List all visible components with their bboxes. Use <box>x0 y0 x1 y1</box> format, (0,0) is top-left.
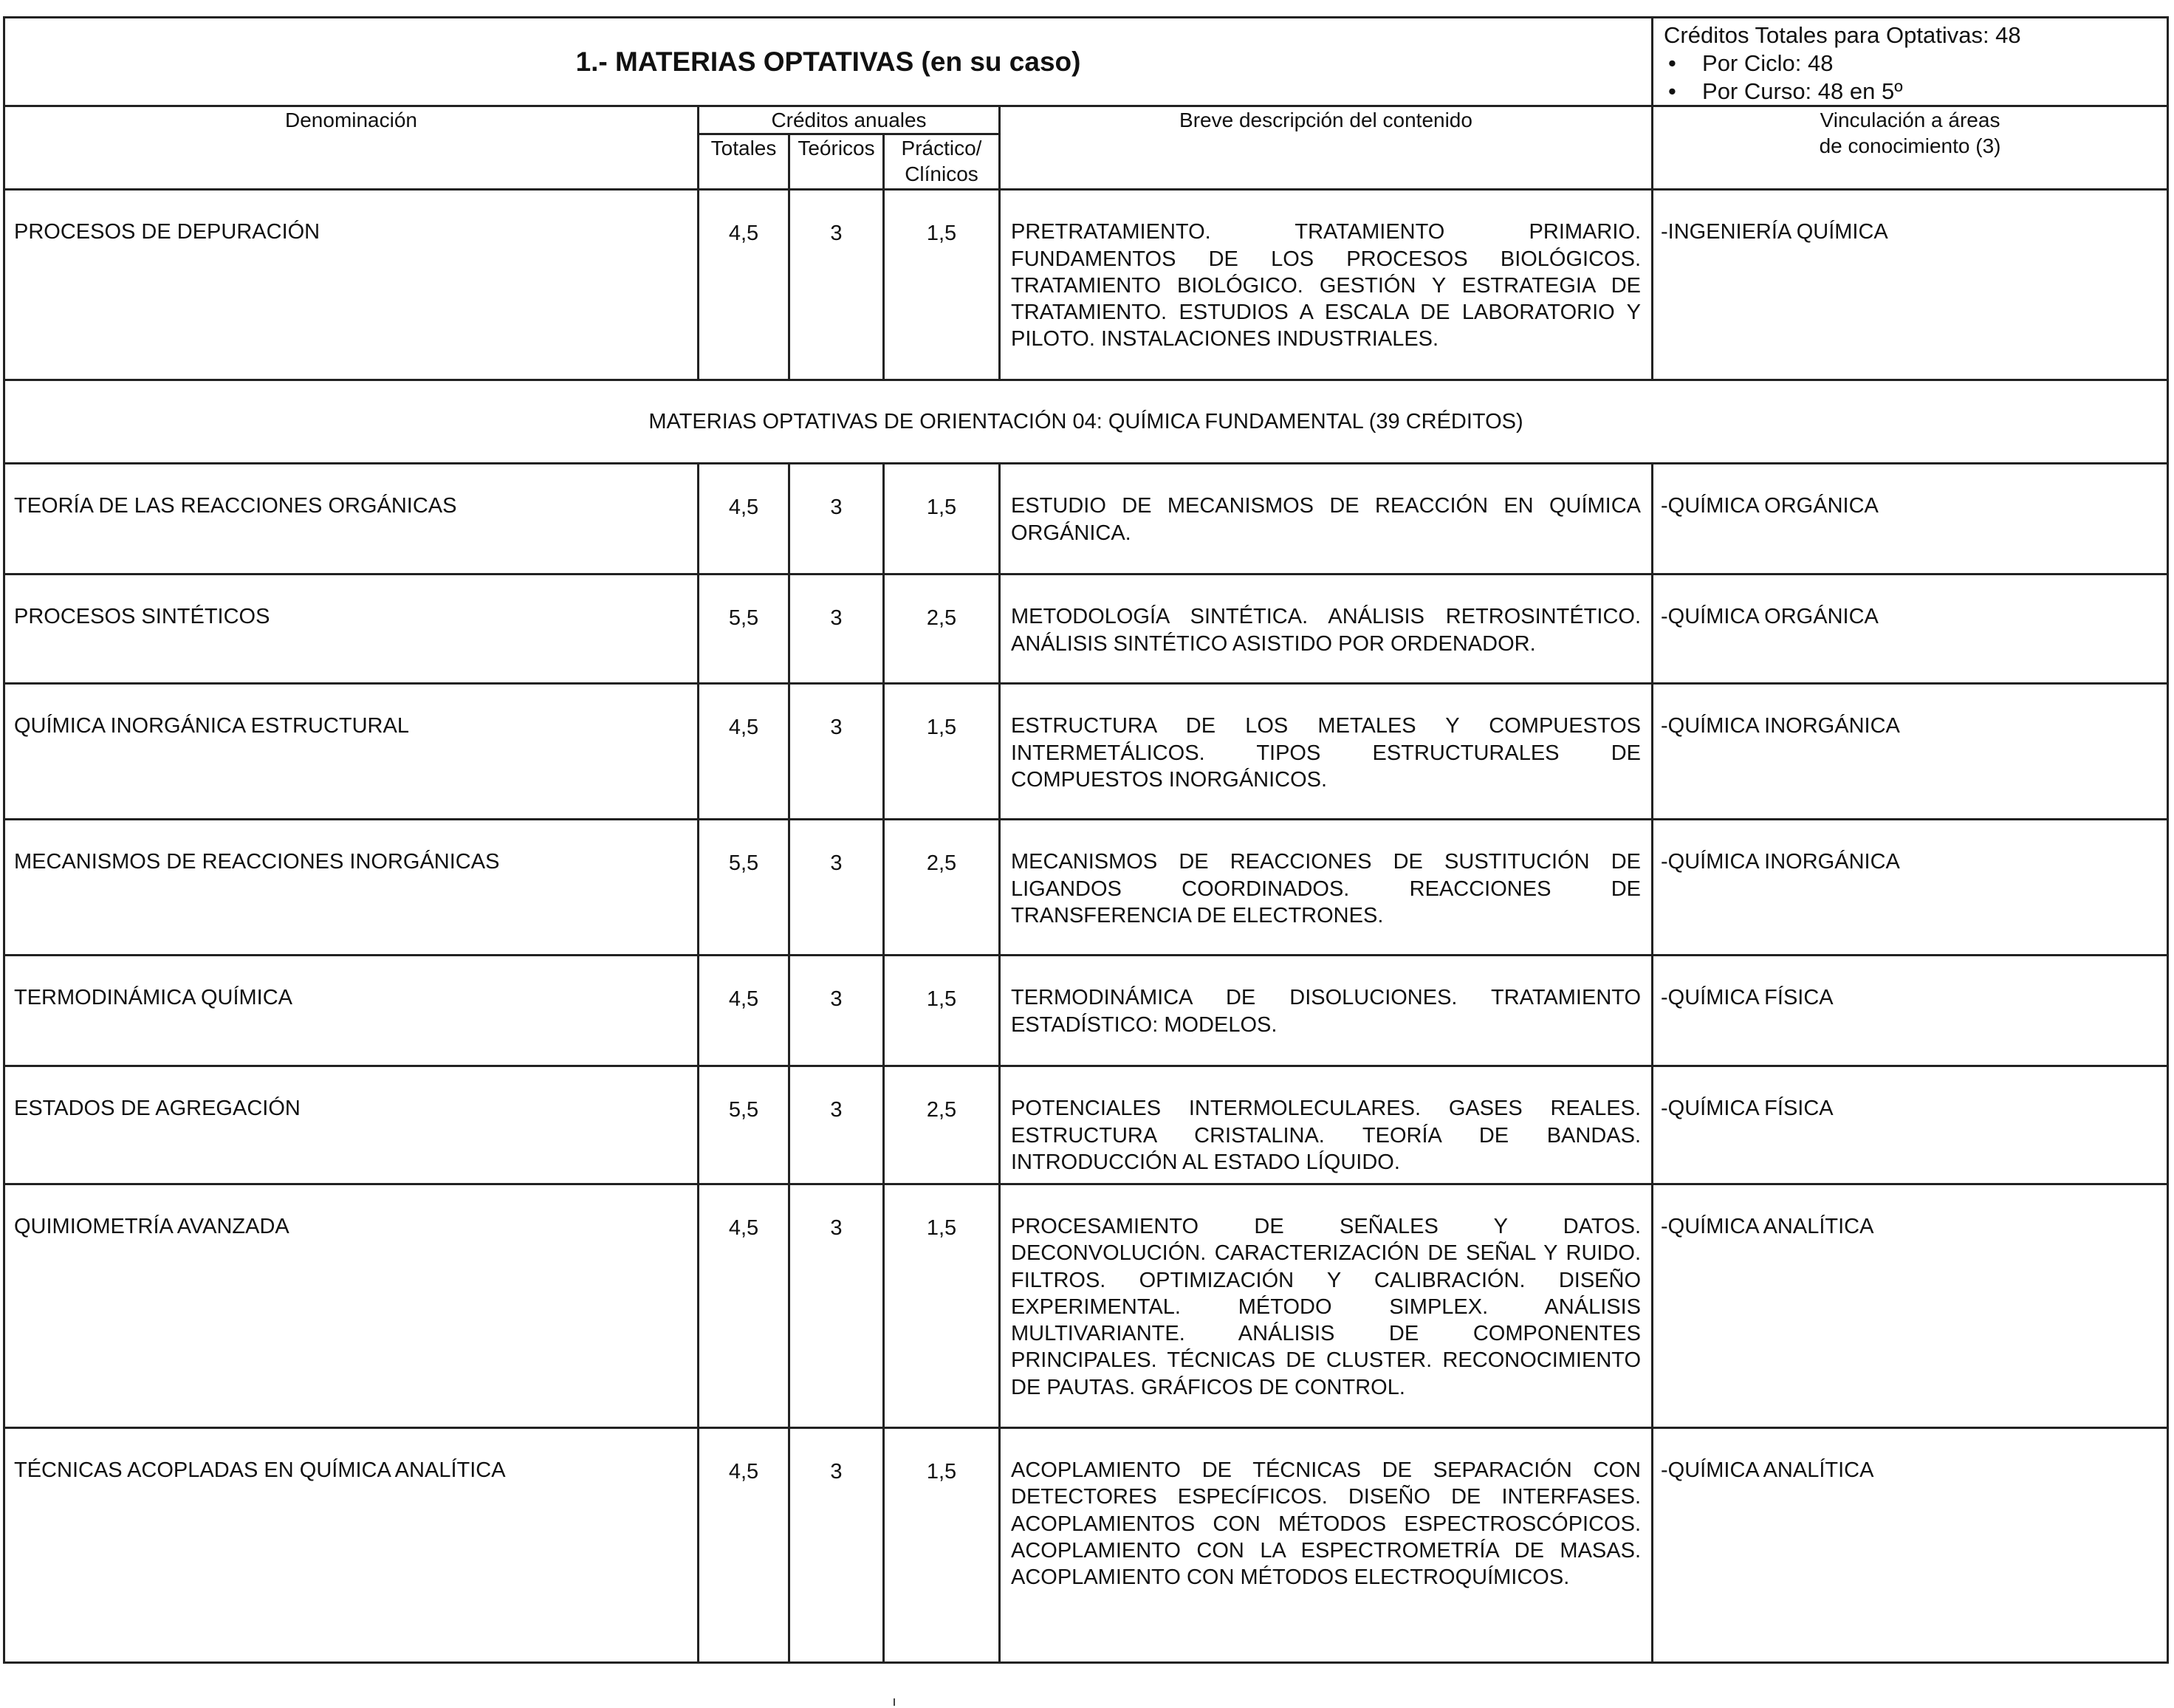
subject-description: PROCESAMIENTO DE SEÑALES Y DATOS. DECONVOLUCIÓN. CARACTERIZACIÓN DE SEÑAL Y RUIDO. FILTROS. OPTIMIZACIÓN Y CALIBRACIÓN. DISEÑO EXPERIMENTAL. MÉTODO SIMPLEX. ANÁLISIS MULTIVARIANTE. ANÁLISIS DE COMPONENTES PRINCIPALES. TÉCNICAS DE CLUSTER. RECONOCIMIENTO DE PAUTAS. GRÁFICOS DE CONTROL. <box>1000 1184 1653 1428</box>
credits-practicos: 1,5 <box>884 684 1000 820</box>
credits-teoricos: 3 <box>789 575 884 684</box>
table-row <box>4 575 2168 684</box>
column-header-creditos-anuales: Créditos anuales <box>699 106 1000 134</box>
subject-description: METODOLOGÍA SINTÉTICA. ANÁLISIS RETROSINTÉTICO. ANÁLISIS SINTÉTICO ASISTIDO POR ORDENADOR. <box>1000 575 1653 684</box>
credits-practicos: 2,5 <box>884 1066 1000 1184</box>
credits-teoricos: 3 <box>789 1184 884 1428</box>
credits-totales: 4,5 <box>699 684 789 820</box>
credits-totales: 5,5 <box>699 820 789 956</box>
column-header-denominacion: Denominación <box>4 106 699 190</box>
credits-practicos: 1,5 <box>884 956 1000 1066</box>
credits-totales: 4,5 <box>699 190 789 380</box>
credits-practicos: 1,5 <box>884 190 1000 380</box>
credits-teoricos: 3 <box>789 684 884 820</box>
credits-total: Créditos Totales para Optativas: 48 <box>1664 22 2021 48</box>
credits-per-cycle: • Por Ciclo: 48 <box>1702 49 2158 78</box>
subject-name: ESTADOS DE AGREGACIÓN <box>4 1066 699 1184</box>
credits-practicos: 1,5 <box>884 1428 1000 1663</box>
column-header-practicos-line2: Clínicos <box>905 162 978 186</box>
table-row <box>4 1184 2168 1428</box>
knowledge-area: -QUÍMICA ANALÍTICA <box>1653 1184 2168 1428</box>
credits-teoricos: 3 <box>789 1428 884 1663</box>
knowledge-area: -QUÍMICA INORGÁNICA <box>1653 684 2168 820</box>
knowledge-area: -INGENIERÍA QUÍMICA <box>1653 190 2168 380</box>
credits-practicos: 1,5 <box>884 1184 1000 1428</box>
subject-name: TÉCNICAS ACOPLADAS EN QUÍMICA ANALÍTICA <box>4 1428 699 1663</box>
subject-description: POTENCIALES INTERMOLECULARES. GASES REALES. ESTRUCTURA CRISTALINA. TEORÍA DE BANDAS. INTRODUCCIÓN AL ESTADO LÍQUIDO. <box>1000 1066 1653 1184</box>
knowledge-area: -QUÍMICA INORGÁNICA <box>1653 820 2168 956</box>
credits-totales: 4,5 <box>699 1428 789 1663</box>
subject-name: TEORÍA DE LAS REACCIONES ORGÁNICAS <box>4 464 699 575</box>
column-header-descripcion: Breve descripción del contenido <box>1000 106 1653 190</box>
knowledge-area: -QUÍMICA ORGÁNICA <box>1653 575 2168 684</box>
title-row <box>4 18 2168 106</box>
column-header-practicos <box>884 134 1000 190</box>
knowledge-area: -QUÍMICA FÍSICA <box>1653 956 2168 1066</box>
credits-summary <box>1653 18 2168 106</box>
credits-teoricos: 3 <box>789 464 884 575</box>
credits-per-course: • Por Curso: 48 en 5º <box>1702 78 2158 106</box>
optional-subjects-table <box>3 16 2169 1664</box>
subject-description: ACOPLAMIENTO DE TÉCNICAS DE SEPARACIÓN CON DETECTORES ESPECÍFICOS. DISEÑO DE INTERFASES. ACOPLAMIENTOS CON MÉTODOS ESPECTROSCÓPICOS. ACOPLAMIENTO CON LA ESPECTROMETRÍA DE MASAS. ACOPLAMIENTO CON MÉTODOS ELECTROQUÍMICOS. <box>1000 1428 1653 1663</box>
credits-practicos: 2,5 <box>884 575 1000 684</box>
knowledge-area: -QUÍMICA ANALÍTICA <box>1653 1428 2168 1663</box>
credits-teoricos: 3 <box>789 956 884 1066</box>
table-row <box>4 190 2168 380</box>
table-row <box>4 820 2168 956</box>
subject-description: ESTRUCTURA DE LOS METALES Y COMPUESTOS INTERMETÁLICOS. TIPOS ESTRUCTURALES DE COMPUESTOS INORGÁNICOS. <box>1000 684 1653 820</box>
credits-practicos: 2,5 <box>884 820 1000 956</box>
credits-totales: 5,5 <box>699 1066 789 1184</box>
column-header-teoricos: Teóricos <box>789 134 884 190</box>
subject-name: PROCESOS DE DEPURACIÓN <box>4 190 699 380</box>
section-title: MATERIAS OPTATIVAS DE ORIENTACIÓN 04: QUÍMICA FUNDAMENTAL (39 CRÉDITOS) <box>4 380 2168 464</box>
subject-description: ESTUDIO DE MECANISMOS DE REACCIÓN EN QUÍMICA ORGÁNICA. <box>1000 464 1653 575</box>
credits-totales: 5,5 <box>699 575 789 684</box>
credits-totales: 4,5 <box>699 464 789 575</box>
credits-totales: 4,5 <box>699 956 789 1066</box>
credits-teoricos: 3 <box>789 1066 884 1184</box>
scan-mark <box>894 1698 895 1706</box>
table-row <box>4 684 2168 820</box>
table-title: 1.- MATERIAS OPTATIVAS (en su caso) <box>4 18 1653 106</box>
credits-practicos: 1,5 <box>884 464 1000 575</box>
header-row-1 <box>4 106 2168 134</box>
column-header-vinculacion-line1: Vinculación a áreas <box>1820 109 2000 132</box>
column-header-totales: Totales <box>699 134 789 190</box>
knowledge-area: -QUÍMICA ORGÁNICA <box>1653 464 2168 575</box>
subject-name: TERMODINÁMICA QUÍMICA <box>4 956 699 1066</box>
subject-name: QUÍMICA INORGÁNICA ESTRUCTURAL <box>4 684 699 820</box>
table-row <box>4 1428 2168 1663</box>
column-header-practicos-line1: Práctico/ <box>901 137 982 160</box>
credits-list <box>1664 49 2158 106</box>
credits-teoricos: 3 <box>789 820 884 956</box>
column-header-vinculacion <box>1653 106 2168 190</box>
subject-description: TERMODINÁMICA DE DISOLUCIONES. TRATAMIENTO ESTADÍSTICO: MODELOS. <box>1000 956 1653 1066</box>
table-row <box>4 464 2168 575</box>
credits-teoricos: 3 <box>789 190 884 380</box>
subject-description: PRETRATAMIENTO. TRATAMIENTO PRIMARIO. FUNDAMENTOS DE LOS PROCESOS BIOLÓGICOS. TRATAMIENTO BIOLÓGICO. GESTIÓN Y ESTRATEGIA DE TRATAMIENTO. ESTUDIOS A ESCALA DE LABORATORIO Y PILOTO. INSTALACIONES INDUSTRIALES. <box>1000 190 1653 380</box>
knowledge-area: -QUÍMICA FÍSICA <box>1653 1066 2168 1184</box>
table-row <box>4 1066 2168 1184</box>
subject-name: PROCESOS SINTÉTICOS <box>4 575 699 684</box>
table-row <box>4 956 2168 1066</box>
subject-name: QUIMIOMETRÍA AVANZADA <box>4 1184 699 1428</box>
section-row <box>4 380 2168 464</box>
subject-name: MECANISMOS DE REACCIONES INORGÁNICAS <box>4 820 699 956</box>
column-header-vinculacion-line2: de conocimiento (3) <box>1819 134 2001 158</box>
credits-totales: 4,5 <box>699 1184 789 1428</box>
subject-description: MECANISMOS DE REACCIONES DE SUSTITUCIÓN DE LIGANDOS COORDINADOS. REACCIONES DE TRANSFERENCIA DE ELECTRONES. <box>1000 820 1653 956</box>
